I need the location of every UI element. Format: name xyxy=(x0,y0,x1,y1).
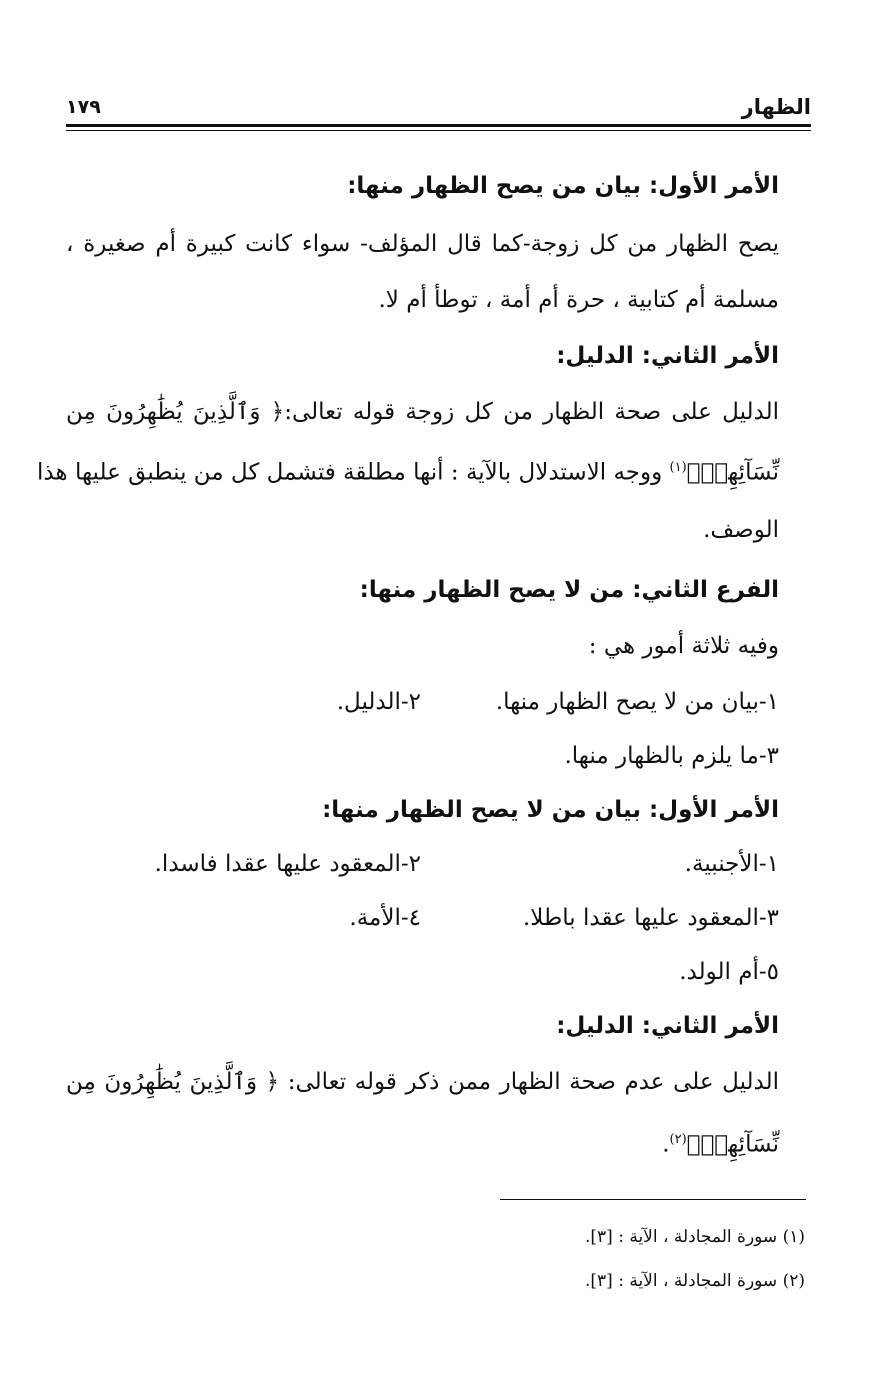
list-item: ٤-الأمة. xyxy=(349,905,421,931)
footnote: (٢) سورة المجادلة ، الآية : [٣]. xyxy=(584,1271,805,1291)
footnote-separator xyxy=(500,1199,806,1200)
footnote: (١) سورة المجادلة ، الآية : [٣]. xyxy=(584,1227,805,1247)
list-item: ٣-ما يلزم بالظهار منها. xyxy=(564,743,779,769)
paragraph-line: يصح الظهار من كل زوجة-كما قال المؤلف- سواء كانت كبيرة أم صغيرة ، xyxy=(66,231,779,257)
list-item: ١-الأجنبية. xyxy=(684,851,779,877)
paragraph-line xyxy=(37,448,779,493)
section-heading: الأمر الثاني: الدليل: xyxy=(556,343,779,369)
quran-quote: نِّسَآئِهِمۡ﴾ xyxy=(686,1131,779,1158)
section-heading: الأمر الأول: بيان من لا يصح الظهار منها: xyxy=(322,797,779,823)
list-item: ٥-أم الولد. xyxy=(679,959,779,985)
paragraph-line xyxy=(66,1120,779,1165)
paragraph-line: وفيه ثلاثة أمور هي : xyxy=(588,633,779,659)
section-heading: الأمر الثاني: الدليل: xyxy=(556,1013,779,1039)
paragraph-line: مسلمة أم كتابية ، حرة أم أمة ، توطأ أم لا. xyxy=(378,287,779,313)
paragraph-line: الدليل على صحة الظهار من كل زوجة قوله تعالى:﴿ وَٱلَّذِينَ يُظَٰهِرُونَ مِن xyxy=(66,399,779,425)
section-heading: الأمر الأول: بيان من يصح الظهار منها: xyxy=(347,173,779,199)
list-item: ١-بيان من لا يصح الظهار منها. xyxy=(495,689,779,715)
branch-heading: الفرع الثاني: من لا يصح الظهار منها: xyxy=(359,577,779,603)
list-item: ٣-المعقود عليها عقدا باطلا. xyxy=(522,905,779,931)
paragraph-line: الوصف. xyxy=(703,517,779,543)
list-item: ٢-المعقود عليها عقدا فاسدا. xyxy=(154,851,421,877)
page-number: ١٧٩ xyxy=(66,96,101,118)
header-rule-thin xyxy=(66,130,811,131)
footnote-reference: (١) xyxy=(669,460,687,475)
footnote-reference: (٢) xyxy=(669,1132,687,1147)
paragraph-text: . xyxy=(662,1131,670,1158)
quran-quote: نِّسَآئِهِمۡ﴾ xyxy=(686,459,779,486)
list-item: ٢-الدليل. xyxy=(336,689,421,715)
running-header xyxy=(66,92,811,126)
paragraph-line: الدليل على عدم صحة الظهار ممن ذكر قوله تعالى: ﴿ وَٱلَّذِينَ يُظَٰهِرُونَ مِن xyxy=(66,1069,779,1095)
paragraph-text: ووجه الاستدلال بالآية : أنها مطلقة فتشمل كل من ينطبق عليها هذا xyxy=(37,459,670,486)
chapter-title: الظهار xyxy=(741,95,811,119)
header-rule-thick xyxy=(66,124,811,127)
